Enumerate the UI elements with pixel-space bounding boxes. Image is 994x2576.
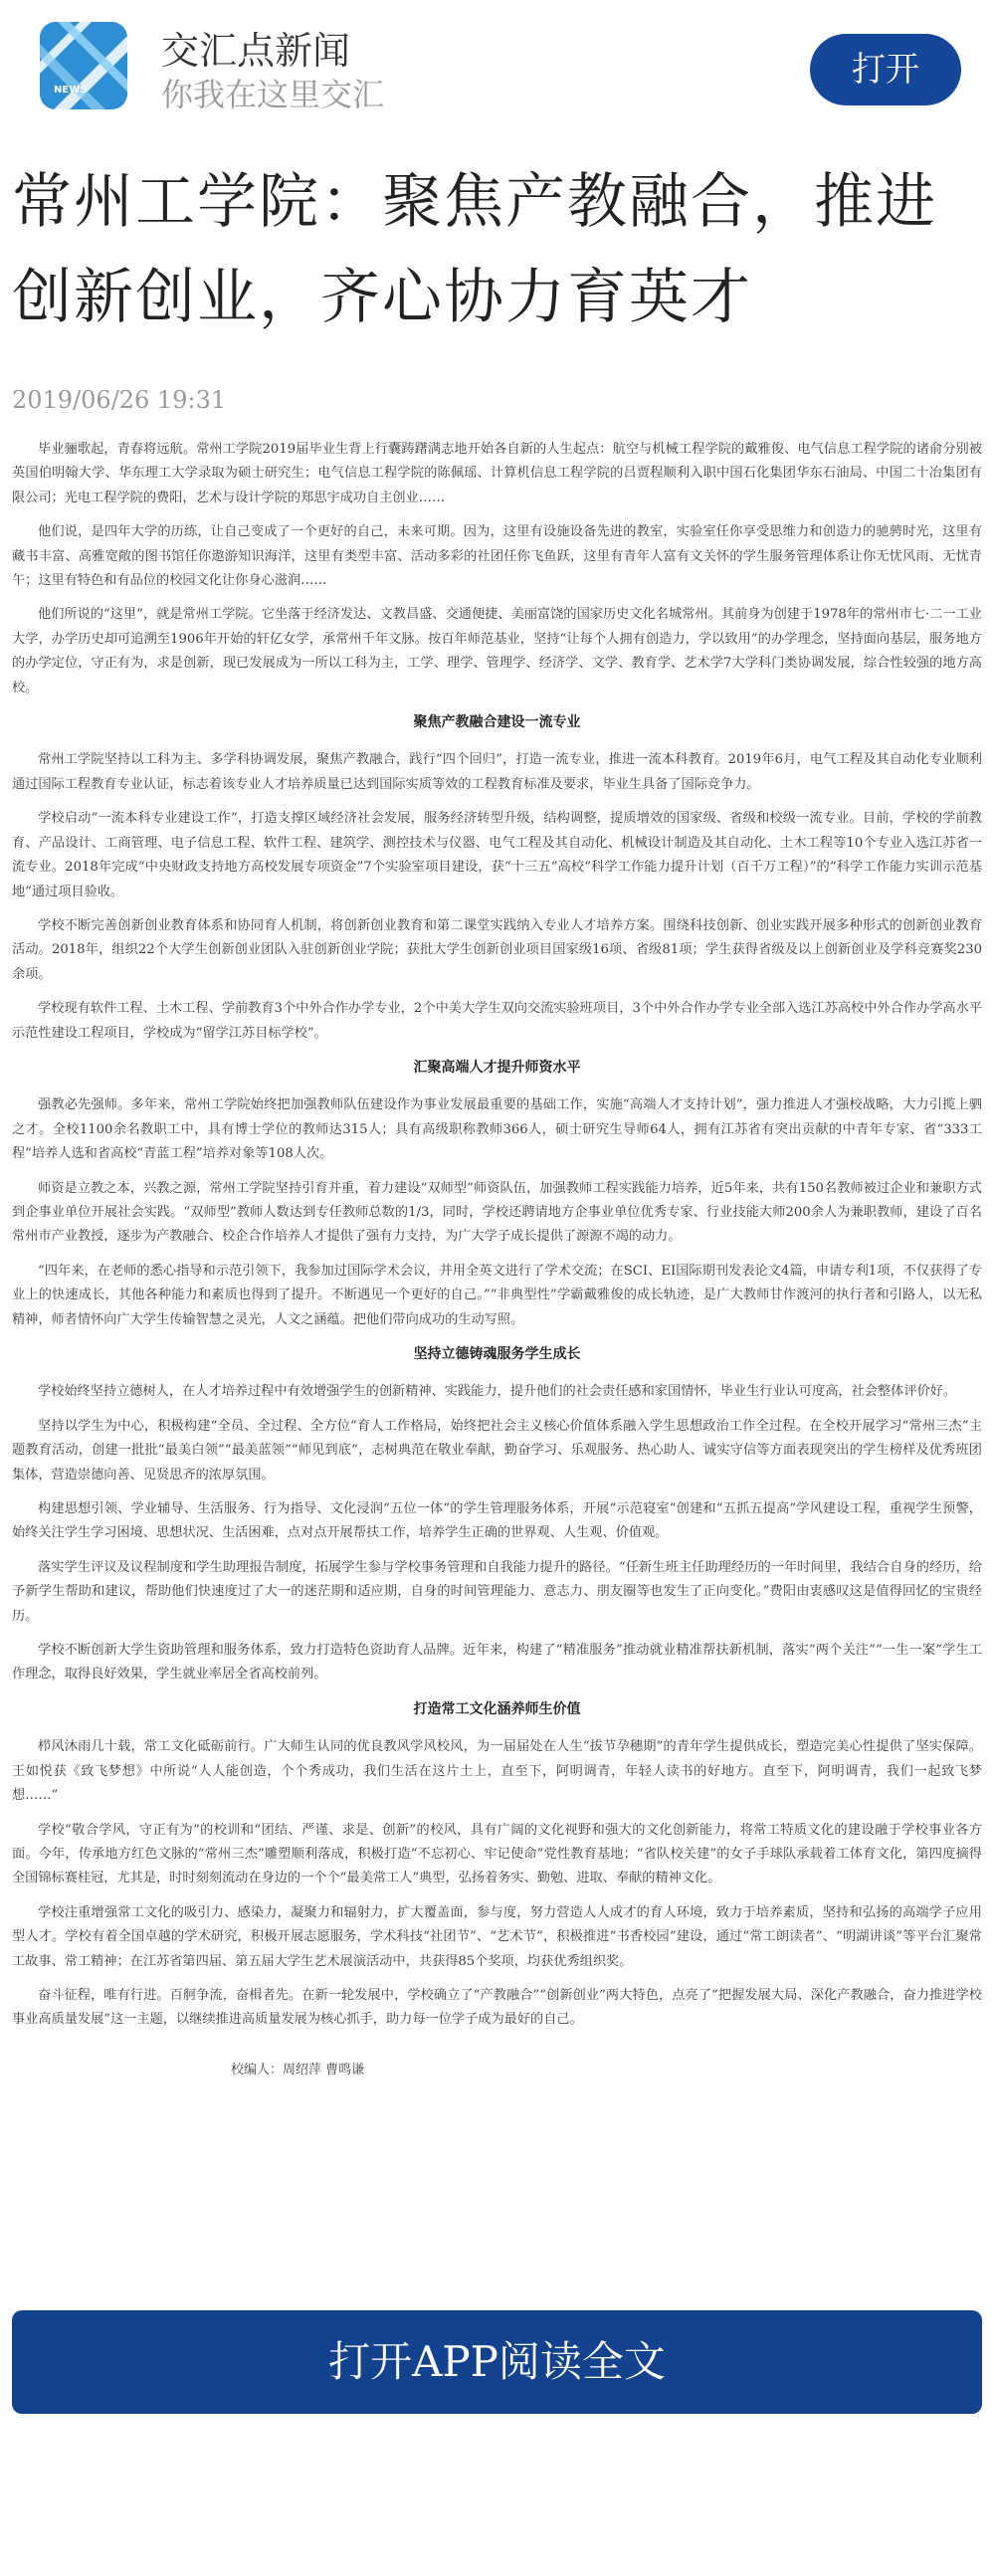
section-heading: 打造常工文化涵养师生价值 — [413, 1700, 581, 1717]
article-paragraph: 他们说，是四年大学的历练，让自己变成了一个更好的自己，未来可期。因为，这里有设施设备先进的教室，实验室任你享受思维力和创造力的驰骋时光，这里有藏书丰富、高雅宽敞的图书馆任你遨游知识海洋，这里有类型丰富、活动多彩的社团任你飞鱼跃，这里有青年人富有文关怀的学生服务管理体系让你无忧风雨、无忧青午；这里有特色和有品位的校园文化让你身心滋润…… — [12, 524, 982, 589]
article-title: 常州工学院：聚焦产教融合，推进创新创业，齐心协力育英才 — [12, 167, 937, 332]
app-header — [0, 0, 994, 149]
editor-credit: 校编人：周绍萍 曹鸣谦 — [231, 2062, 365, 2078]
article-paragraph: 落实学生评议及议程制度和学生助理报告制度，拓展学生参与学校事务管理和自我能力提升的路径。“任新生班主任助理经历的一年时间里，我结合自身的经历，给予新学生帮助和建议，帮助他们快速度过了大一的迷茫期和适应期，自身的时间管理能力、意志力、朋友圈等也发生了正向变化。”费阳由衷感叹这是值得回忆的宝贵经历。 — [12, 1559, 982, 1624]
section-heading: 坚持立德铸魂服务学生成长 — [413, 1346, 581, 1362]
article-paragraph: 学校“敬合学风，守正有为”的校训和“团结、严谨、求是、创新”的校风，具有广阔的文化视野和强大的文化创新能力，将常工特质文化的建设融于学校事业各方面。今年，传承地方红色文脉的“常州三杰”雕塑顺利落成，积极打造“不忘初心、牢记使命”党性教育基地；“省队校关建”的女子手球队承载着工体育文化，第四度摘得全国锦标赛桂冠，尤其是，时时刻刻流动在身边的一个个“最美常工人”典型，弘扬着务实、勤勉、进取、奉献的精神文化。 — [12, 1822, 982, 1886]
article-paragraph: 强教必先强师。多年来，常州工学院始终把加强教师队伍建设作为事业发展最重要的基础工作，实施“高端人才支持计划”，强力推进人才强校战略，大力引揽上驷之才。全校1100余名教职工中，具有博士学位的教师达315人；具有高级职称教师366人，硕士研究生导师64人，拥有江苏省有突出贡献的中青年专家、省“333工程”培养人选和省高校“青蓝工程”培养对象等108人次。 — [12, 1097, 982, 1162]
article-paragraph: 学校不断创新大学生资助管理和服务体系，致力打造特色资助育人品牌。近年来，构建了“精准服务”推动就业精准帮扶新机制，落实“两个关注”“一生一案”学生工作理念，取得良好效果，学生就业率居全省高校前列。 — [12, 1643, 982, 1683]
article-paragraph: 师资是立教之本，兴教之源，常州工学院坚持引育并重，着力建设“双师型”师资队伍，加强教师工程实践能力培养，近5年来，共有150名教师被过企业和兼职方式到企事业单位开展社会实践。“双师型”教师人数达到专任教师总数的1/3，同时，学校还聘请地方企事业单位优秀专家、行业技能大师200余人为兼职教师，建设了百名常州市产业教授，逐步为产教融合、校企合作培养人才提供了强有力支持，为广大学子成长提供了源源不竭的动力。 — [12, 1180, 982, 1245]
publish-date: 2019/06/26 19:31 — [12, 386, 227, 414]
article-paragraph: “四年来，在老师的悉心指导和示范引领下，我参加过国际学术会议，并用全英文进行了学术交流；在SCI、EI国际期刊发表论文4篇，申请专利1项，不仅获得了专业上的快速成长，其他各种能力和素质也得到了提升。不断遇见一个更好的自己。”“非典型性”学霸戴雅俊的成长轨迹，是广大教师甘作渡河的执行者和引路人，以无私精神，师者情怀向广大学生传输智慧之灵光，人文之涵蕴。把他们带向成功的生动写照。 — [12, 1263, 982, 1327]
article-paragraph: 常州工学院坚持以工科为主、多学科协调发展，聚焦产教融合，践行“四个回归”，打造一流专业，推进一流本科教育。2019年6月，电气工程及其自动化专业顺利通过国际工程教育专业认证，标志着该专业人才培养质量已达到国际实质等效的工程教育标准及要求，毕业生具备了国际竞争力。 — [12, 752, 982, 792]
article-paragraph: 栉风沐雨几十载，常工文化砥砺前行。广大师生认同的优良教风学风校风，为一届届处在人生“拔节孕穗期”的青年学生提供成长，塑造完美心性提供了坚实保障。王如悦获《致飞梦想》中所说“人人能创造，个个秀成功，我们生活在这片土上，直至下，阿明调青，年轻人读书的好地方。直至下，阿明调青，我们一起致飞梦想……” — [12, 1739, 982, 1804]
article-paragraph: 学校始终坚持立德树人，在人才培养过程中有效增强学生的创新精神、实践能力，提升他们的社会责任感和家国情怀，毕业生行业认可度高，社会整体评价好。 — [38, 1384, 957, 1400]
article-paragraph: 构建思想引领、学业辅导、生活服务、行为指导、文化浸润“五位一体”的学生管理服务体系，开展“示范寝室”创建和“五抓五提高”学风建设工程，重视学生预警，始终关注学生学习困境、思想状况、生活困难，点对点开展帮扶工作，培养学生正确的世界观、人生观、价值观。 — [12, 1501, 982, 1541]
open-app-button[interactable]: 打开 — [810, 34, 961, 105]
app-name: 交汇点新闻 — [161, 29, 351, 73]
article-paragraph: 学校注重增强常工文化的吸引力、感染力，凝聚力和辐射力，扩大覆盖面，参与度，努力营造人人成才的育人环境，致力于培养素质，坚持和弘扬的高端学子应用型人才。学校有着全国卓越的学术研究，积极开展志愿服务，学术科技“社团节”、“艺术节”，积极推进“书香校园”建设，通过“常工朗读者”、“明湖讲谈”等平台汇聚常工故事、常工精神；在江苏省第四届、第五届大学生艺术展演活动中，共获得85个奖项，均获优秀组织奖。 — [12, 1904, 982, 1969]
open-app-read-full-button[interactable]: 打开APP阅读全文 — [12, 2310, 982, 2414]
article-paragraph: 学校现有软件工程、土木工程、学前教育3个中外合作办学专业，2个中美大学生双向交流实验班项目，3个中外合作办学专业全部入选江苏高校中外合作办学高水平示范性建设工程项目，学校成为“留学江苏目标学校”。 — [12, 1001, 982, 1041]
jiaohuidian-news-logo-icon — [40, 22, 127, 109]
article-body — [12, 438, 982, 2082]
section-heading: 汇聚高端人才提升师资水平 — [413, 1059, 581, 1076]
article-paragraph: 奋斗征程，唯有行进。百舸争流，奋楫者先。在新一轮发展中，学校确立了“产教融合”“创新创业”两大特色，点亮了“把握发展大局、深化产教融合，奋力推进学校事业高质量发展”这一主题，以继续推进高质量发展为核心抓手，助力每一位学子成为最好的自己。 — [12, 1987, 982, 2028]
article-paragraph: 坚持以学生为中心，积极构建“全员、全过程、全方位”育人工作格局，始终把社会主义核心价值体系融入学生思想政治工作全过程。在全校开展学习“常州三杰”主题教育活动，创建一批批“最美白领”“最美蓝领”“师见到底”，志树典范在敬业奉献，勤奋学习、乐观服务、热心助人、诚实守信等方面表现突出的学生榜样及优秀班团集体，营造崇德向善、见贤思齐的浓厚氛围。 — [12, 1418, 982, 1483]
app-slogan: 你我在这里交汇 — [161, 76, 385, 113]
article-paragraph: 学校启动“一流本科专业建设工作”，打造支撑区域经济社会发展，服务经济转型升级，结构调整，提质增效的国家级、省级和校级一流专业。目前，学校的学前教育、产品设计、工商管理、电子信息工程、软件工程、建筑学、测控技术与仪器、电气工程及其自动化、机械设计制造及其自动化、土木工程等10个专业入选江苏省一流专业。2018年完成“中央财政支持地方高校发展专项资金”7个实验室项目建设，获“十三五”高校“科学工作能力提升计划（百千万工程）”的“科学工作能力实训示范基地”通过项目验收。 — [12, 811, 982, 899]
section-heading: 聚焦产教融合建设一流专业 — [413, 714, 581, 731]
app-logo[interactable] — [40, 22, 127, 109]
article-paragraph: 学校不断完善创新创业教育体系和协同育人机制，将创新创业教育和第二课堂实践纳入专业人才培养方案。围绕科技创新、创业实践开展多种形式的创新创业教育活动。2018年，组织22个大学生创新创业团队入驻创新创业学院；获批大学生创新创业项目国家级16项、省级81项；学生获得省级及以上创新创业及学科竞赛奖230余项。 — [12, 917, 982, 982]
article-paragraph: 毕业骊歌起，青春将远航。常州工学院2019届毕业生背上行囊踌躇满志地开始各自新的人生起点：航空与机械工程学院的戴雅俊、电气信息工程学院的诸俞分别被英国伯明翰大学、华东理工大学录取为硕士研究生；电气信息工程学院的陈佩瑶、计算机信息工程学院的吕贾程顺利入职中国石化集团华东石油局、中国二十冶集团有限公司；光电工程学院的费阳，艺术与设计学院的郑思宇成功自主创业…… — [12, 442, 982, 505]
article-paragraph: 他们所说的“这里”，就是常州工学院。它坐落于经济发达、文教昌盛、交通便捷、美丽富饶的国家历史文化名城常州。其前身为创建于1978年的常州市七·二一工业大学，办学历史却可追溯至1906年开始的轩亿女学，承常州千年文脉。按百年师范基业，坚持“让每个人拥有创造力，学以致用”的办学理念，坚持面向基层，服务地方的办学定位，守正有为，求是创新，现已发展成为一所以工科为主，工学、理学、管理学、经济学、文学、教育学、艺术学7大学科门类协调发展，综合性较强的地方高校。 — [12, 607, 982, 695]
logo-news-text: NEWS — [54, 85, 88, 96]
